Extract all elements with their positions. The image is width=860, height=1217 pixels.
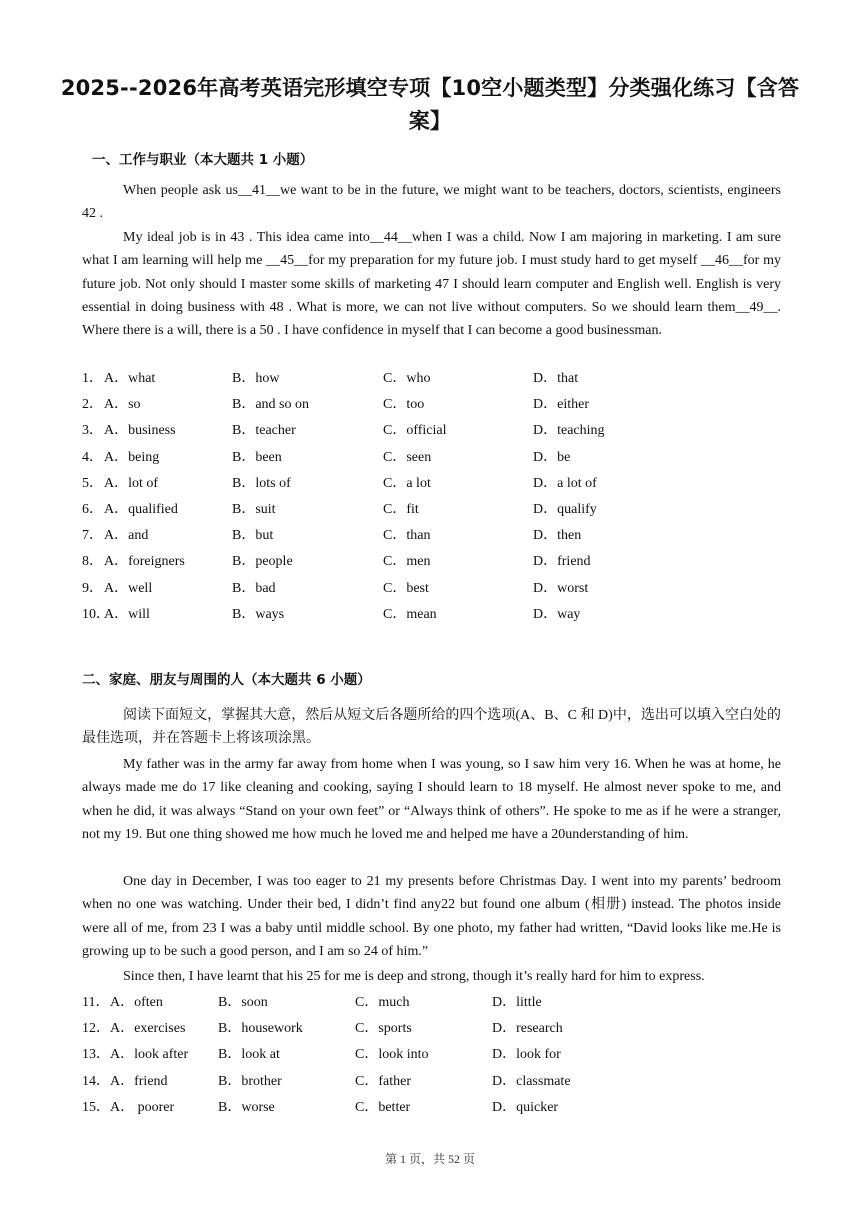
- question-number: 8．: [82, 554, 103, 570]
- option-b[interactable]: B．teacher: [232, 423, 296, 439]
- option-c[interactable]: C．than: [383, 528, 431, 544]
- question-row: [82, 988, 592, 1014]
- option-a[interactable]: A．being: [104, 449, 160, 465]
- passage-2-paragraph-2: One day in December, I was too eager to 21 my presents before Christmas Day. I went into my parents’ bedroom when no one was watching. Under their bed, I didn’t find any22 but found one album (相册) instead. The photos inside were all of me, from 23 I was a baby until middle school. By one photo, my father had written, “David looks like me.He is growing up to be such a good person, and I am so 24 of him.”: [82, 874, 781, 959]
- option-c[interactable]: C．men: [383, 554, 431, 570]
- question-row: [82, 574, 633, 600]
- option-d[interactable]: D．quicker: [492, 1099, 559, 1115]
- option-d[interactable]: D．then: [533, 528, 582, 544]
- option-b[interactable]: B．ways: [232, 606, 285, 622]
- question-row: [82, 1093, 592, 1119]
- option-b[interactable]: B．been: [232, 449, 282, 465]
- option-d[interactable]: D．worst: [533, 580, 589, 596]
- option-a[interactable]: A．so: [104, 397, 141, 413]
- question-number: 13．: [82, 1047, 110, 1063]
- option-a[interactable]: A．often: [110, 995, 163, 1011]
- question-list-2: [82, 988, 592, 1119]
- question-number: 1．: [82, 371, 103, 387]
- option-d[interactable]: D．research: [492, 1021, 563, 1037]
- option-b[interactable]: B．soon: [218, 995, 268, 1011]
- section-heading-1: 一、工作与职业（本大题共 1 小题）: [92, 152, 314, 168]
- option-a[interactable]: A．and: [104, 528, 149, 544]
- question-row: [82, 416, 633, 442]
- question-row: [82, 364, 633, 390]
- option-a[interactable]: A． poorer: [110, 1099, 175, 1115]
- question-row: [82, 469, 633, 495]
- option-c[interactable]: C．who: [383, 371, 431, 387]
- section-heading-2: 二、家庭、朋友与周围的人（本大题共 6 小题）: [82, 672, 371, 688]
- option-c[interactable]: C．seen: [383, 449, 432, 465]
- question-row: [82, 1067, 592, 1093]
- option-a[interactable]: A．qualified: [104, 502, 178, 518]
- question-row: [82, 547, 633, 573]
- option-d[interactable]: D．way: [533, 606, 581, 622]
- option-b[interactable]: B．bad: [232, 580, 276, 596]
- option-a[interactable]: A．look after: [110, 1047, 189, 1063]
- question-row: [82, 443, 633, 469]
- option-b[interactable]: B．lots of: [232, 475, 291, 491]
- option-a[interactable]: A．friend: [110, 1073, 168, 1089]
- question-number: 11．: [82, 995, 110, 1011]
- option-d[interactable]: D．friend: [533, 554, 591, 570]
- option-a[interactable]: A．exercises: [110, 1021, 186, 1037]
- question-row: [82, 521, 633, 547]
- option-c[interactable]: C．better: [355, 1099, 411, 1115]
- option-d[interactable]: D．qualify: [533, 502, 597, 518]
- question-number: 2．: [82, 397, 103, 413]
- option-b[interactable]: B．people: [232, 554, 293, 570]
- passage-1-paragraph-1: When people ask us__41__we want to be in the future, we might want to be teachers, doctors, scientists, engineers 42 .: [82, 183, 781, 222]
- question-number: 4．: [82, 449, 103, 465]
- option-d[interactable]: D．a lot of: [533, 475, 597, 491]
- question-list-1: [82, 364, 633, 626]
- page-title: 2025--2026年高考英语完形填空专项【10空小题类型】分类强化练习【含答案】: [60, 76, 800, 133]
- option-a[interactable]: A．will: [104, 606, 150, 622]
- option-d[interactable]: D．little: [492, 995, 542, 1011]
- option-c[interactable]: C．official: [383, 423, 447, 439]
- question-row: [82, 1040, 592, 1066]
- option-b[interactable]: B．worse: [218, 1099, 275, 1115]
- option-b[interactable]: B．housework: [218, 1021, 303, 1037]
- option-c[interactable]: C．father: [355, 1073, 411, 1089]
- question-number: 5．: [82, 475, 103, 491]
- question-number: 12．: [82, 1021, 110, 1037]
- option-a[interactable]: A．business: [104, 423, 176, 439]
- option-b[interactable]: B．suit: [232, 502, 276, 518]
- question-row: [82, 1014, 592, 1040]
- option-c[interactable]: C．much: [355, 995, 410, 1011]
- option-a[interactable]: A．foreigners: [104, 554, 185, 570]
- option-b[interactable]: B．brother: [218, 1073, 282, 1089]
- option-c[interactable]: C．too: [383, 397, 425, 413]
- passage-2-paragraph-1: My father was in the army far away from home when I was young, so I saw him very 16. When he was at home, he always made me do 17 like cleaning and cooking, saying I should learn to 18 myself. He almost never spoke to me, and when he did, it was always “Stand on your own feet” or “Always think of others”. He spoke to me as if he were a stranger, not my 19. But one thing showed me how much he loved me and helped me have a 20understanding of him.: [82, 757, 781, 842]
- option-c[interactable]: C．best: [383, 580, 429, 596]
- question-number: 7．: [82, 528, 103, 544]
- option-b[interactable]: B．but: [232, 528, 274, 544]
- option-a[interactable]: A．well: [104, 580, 153, 596]
- question-number: 10．: [82, 606, 110, 622]
- option-d[interactable]: D．classmate: [492, 1073, 571, 1089]
- option-d[interactable]: D．that: [533, 371, 579, 387]
- question-number: 9．: [82, 580, 103, 596]
- option-b[interactable]: B．and so on: [232, 397, 309, 413]
- question-row: [82, 390, 633, 416]
- passage-2-paragraph-3: Since then, I have learnt that his 25 for me is deep and strong, though it’s really hard for him to express.: [123, 969, 705, 984]
- option-c[interactable]: C．a lot: [383, 475, 431, 491]
- option-b[interactable]: B．look at: [218, 1047, 280, 1063]
- option-c[interactable]: C．fit: [383, 502, 419, 518]
- question-row: [82, 600, 633, 626]
- option-d[interactable]: D．teaching: [533, 423, 605, 439]
- option-d[interactable]: D．be: [533, 449, 571, 465]
- question-number: 15．: [82, 1099, 110, 1115]
- page-footer: 第 1 页，共 52 页: [384, 1152, 475, 1166]
- option-a[interactable]: A．what: [104, 371, 156, 387]
- question-number: 14．: [82, 1073, 110, 1089]
- passage-1-paragraph-2: My ideal job is in 43 . This idea came into__44__when I was a child. Now I am majoring in marketing. I am sure what I am learning will help me __45__for my preparation for my future job. I must study hard to get myself __46__for my future job. Not only should I master some skills of marketing 47 I should learn computer and English well. English is very essential in doing business with 48 . What is more, we can not live without computers. So we should learn them__49__. Where there is a will, there is a 50 . I have confidence in myself that I can become a good businessman.: [82, 230, 781, 339]
- option-a[interactable]: A．lot of: [104, 475, 159, 491]
- question-number: 6．: [82, 502, 103, 518]
- option-d[interactable]: D．look for: [492, 1047, 561, 1063]
- instruction-text: 阅读下面短文，掌握其大意，然后从短文后各题所给的四个选项(A、B、C 和 D)中，选出可以填入空白处的最佳选项，并在答题卡上将该项涂黑。: [82, 708, 781, 747]
- option-c[interactable]: C．sports: [355, 1021, 412, 1037]
- question-number: 3．: [82, 423, 103, 439]
- question-row: [82, 495, 633, 521]
- option-b[interactable]: B．how: [232, 371, 280, 387]
- option-c[interactable]: C．mean: [383, 606, 437, 622]
- option-c[interactable]: C．look into: [355, 1047, 429, 1063]
- option-d[interactable]: D．either: [533, 397, 589, 413]
